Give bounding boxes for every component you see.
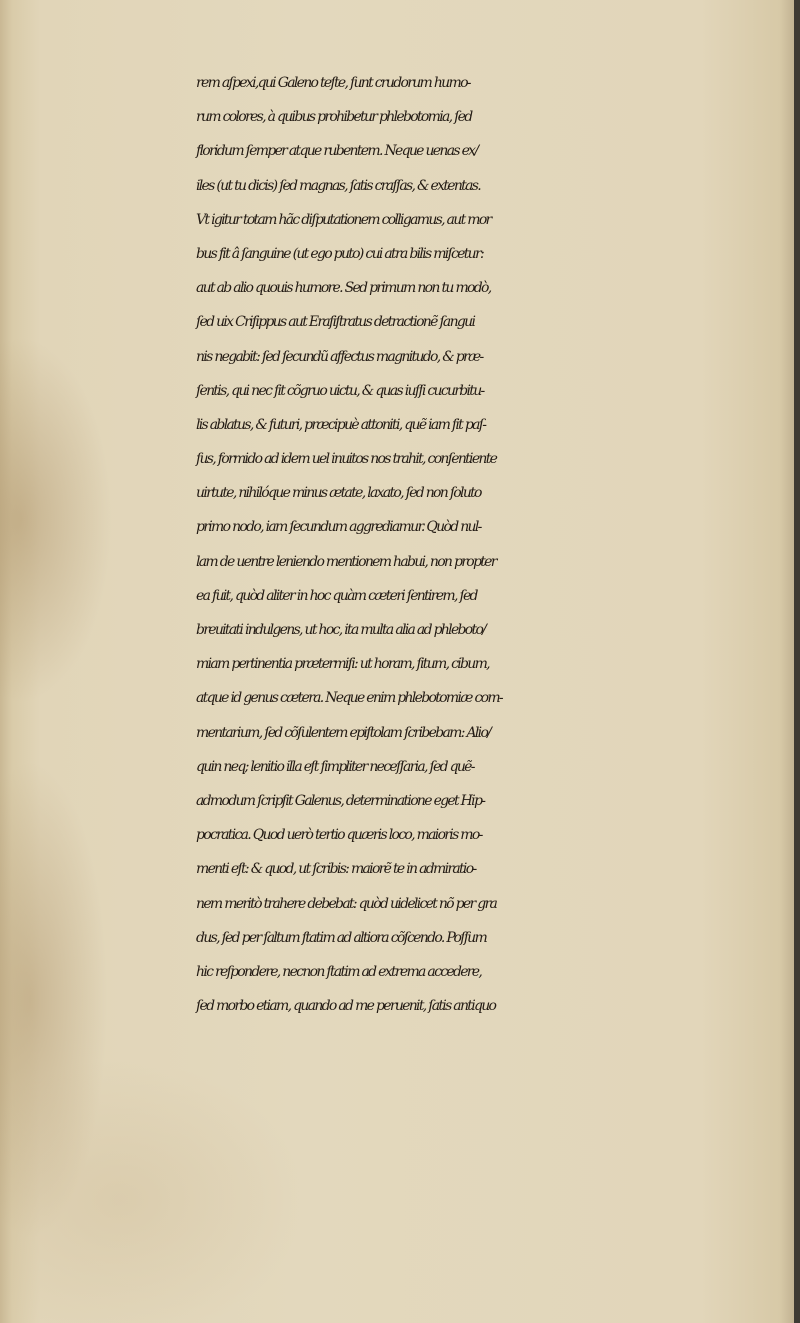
text-line: iles (ut tu dicis) ſed magnas, ſatis craſſas, & extentas. <box>196 177 480 194</box>
text-line: nis negabit: ſed ſecundũ affectus magnitudo, & præ- <box>196 348 483 365</box>
text-line: quin neq; lenitio illa eſt ſimpliter neceſſaria, ſed quẽ- <box>196 758 474 775</box>
text-line: aut ab alio quouis humore. Sed primum non tu modò, <box>196 280 491 297</box>
text-line: dus, ſed per ſaltum ſtatim ad altiora cõſcendo. Poſſum <box>196 929 487 946</box>
text-line: pocratica. Quod uerò tertio quæris loco, maioris mo- <box>196 827 482 844</box>
text-line: lis ablatus, & futuri, præcipuè attoniti, quẽ iam ſit paſ- <box>196 416 486 433</box>
text-block <box>196 66 796 1023</box>
text-line: rum colores, à quibus prohibetur phlebotomia, ſed <box>196 109 472 126</box>
text-line: ſed uix Criſippus aut Eraſiſtratus detractionẽ ſangui <box>196 314 475 331</box>
text-line: admodum ſcripſit Galenus, determinatione eget Hip- <box>196 792 485 809</box>
text-line: hic reſpondere, necnon ſtatim ad extrema accedere, <box>196 963 482 980</box>
text-line: breuitati indulgens, ut hoc, ita multa alia ad phleboto/ <box>196 622 486 638</box>
text-line: primo nodo, iam ſecundum aggrediamur. Quòd nul- <box>196 519 481 536</box>
text-line: ſentis, qui nec ſit cõgruo uictu, & quas iuſſi cucurbitu- <box>196 382 484 399</box>
text-line: miam pertinentia prætermiſi: ut horam, ſitum, cibum, <box>196 656 489 673</box>
text-line: nem meritò trahere debebat: quòd uidelicet nõ per gra <box>196 895 497 912</box>
text-line: ea fuit, quòd aliter in hoc quàm cæteri ſentirem, ſed <box>196 587 477 604</box>
text-line: atque id genus cætera. Neque enim phlebotomiæ com- <box>196 690 502 707</box>
text-line: lam de uentre leniendo mentionem habui, non propter <box>196 553 496 570</box>
text-line: uirtute, nihilóque minus ætate, laxato, ſed non ſoluto <box>196 485 481 502</box>
text-line: menti eſt: & quod, ut ſcribis: maiorẽ te in admiratio- <box>196 861 476 878</box>
text-line: floridum ſemper atque rubentem. Neque uenas ex/ <box>196 143 478 160</box>
text-line: ſus, formido ad idem uel inuitos nos trahit, conſentiente <box>196 451 497 468</box>
text-line: ſed morbo etiam, quando ad me peruenit, ſatis antiquo <box>196 998 496 1015</box>
text-line: Vt igitur totam hãc diſputationem colligamus, aut mor <box>196 211 491 228</box>
text-line: bus fit â ſanguine (ut ego puto) cui atra bilis miſcetur: <box>196 245 484 262</box>
text-line: rem aſpexi,qui Galeno teſte, ſunt crudorum humo- <box>196 75 470 91</box>
text-line: mentarium, ſed cõſulentem epiſtolam ſcribebam: Alio/ <box>196 724 491 741</box>
